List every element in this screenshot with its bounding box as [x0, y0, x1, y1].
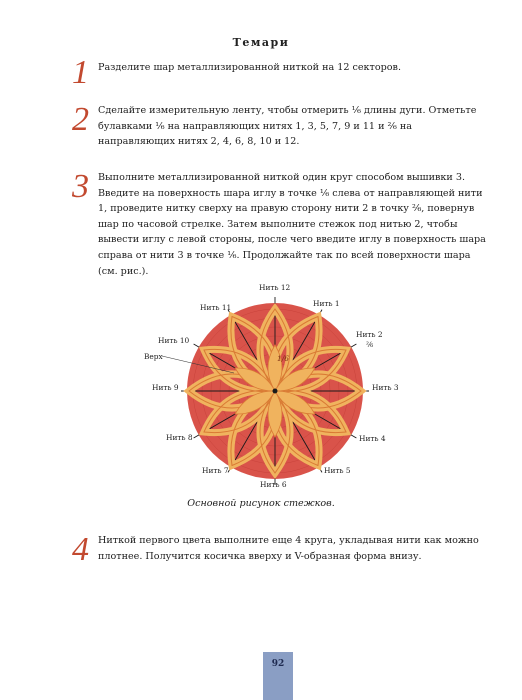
- step-text: Разделите шар металлизированной ниткой на 12 секторов.: [98, 62, 401, 73]
- step-text: Ниткой первого цвета выполните еще 4 круга, укладывая нити как можно плотнее. Получится косичка вверху и V-образная форма внизу.: [98, 535, 479, 562]
- step-2: [74, 103, 486, 150]
- label-thread-2: Нить 2: [356, 330, 383, 339]
- ball-center: [273, 389, 278, 394]
- page-title: Темари: [232, 36, 290, 49]
- step-text: Выполните металлизированной ниткой один круг способом вышивки 3. Введите на поверхность шара иглу в точке ¹⁄₆ слева от направляющей нити 1, проведите нитку сверху на правую сторону нити 2 в точку ²⁄₆, повернув шар по часовой стрелке. Затем выполните стежок под нитью 2, чтобы вывести иглу с левой стороны, после чего введите иглу в поверхность шара справа от нити 3 в точке ¹⁄₆. Продолжайте так по всей поверхности шара (см. рис.).: [98, 172, 486, 277]
- step-number: 1: [72, 54, 89, 91]
- figure-caption: Основной рисунок стежков.: [187, 498, 335, 509]
- temari-ball-illustration: [140, 283, 410, 503]
- label-thread-10: Нить 10: [158, 336, 190, 345]
- step-4: [72, 531, 486, 568]
- label-thread-3: Нить 3: [372, 383, 399, 392]
- label-top: Верх: [144, 352, 163, 361]
- label-thread-7: Нить 7: [202, 466, 229, 475]
- label-thread-8: Нить 8: [166, 433, 193, 442]
- label-thread-1: Нить 1: [313, 299, 340, 308]
- step-text: Сделайте измерительную ленту, чтобы отмерить ¹⁄₆ длины дуги. Отметьте булавками ¹⁄₆ на направляющих нитях 1, 3, 5, 7, 9 и 11 и ²⁄₆ на направляющих нитях 2, 4, 6, 8, 10 и 12.: [98, 105, 477, 148]
- page-number: 92: [263, 652, 293, 700]
- label-one-sixth: 1/6: [277, 354, 289, 363]
- label-thread-5: Нить 5: [324, 466, 351, 475]
- label-thread-9: Нить 9: [152, 383, 179, 392]
- label-thread-4: Нить 4: [359, 434, 386, 443]
- step-number: 2: [72, 101, 89, 138]
- label-thread-6: Нить 6: [260, 480, 287, 489]
- stitch-diagram: [140, 283, 410, 503]
- step-number: 4: [72, 531, 89, 568]
- step-1: [72, 54, 486, 91]
- label-thread-11: Нить 11: [200, 303, 232, 312]
- step-number: 3: [72, 168, 89, 205]
- step-3: [74, 170, 486, 279]
- label-two-sixths: ²⁄₆: [366, 340, 374, 349]
- label-thread-12: Нить 12: [259, 283, 291, 292]
